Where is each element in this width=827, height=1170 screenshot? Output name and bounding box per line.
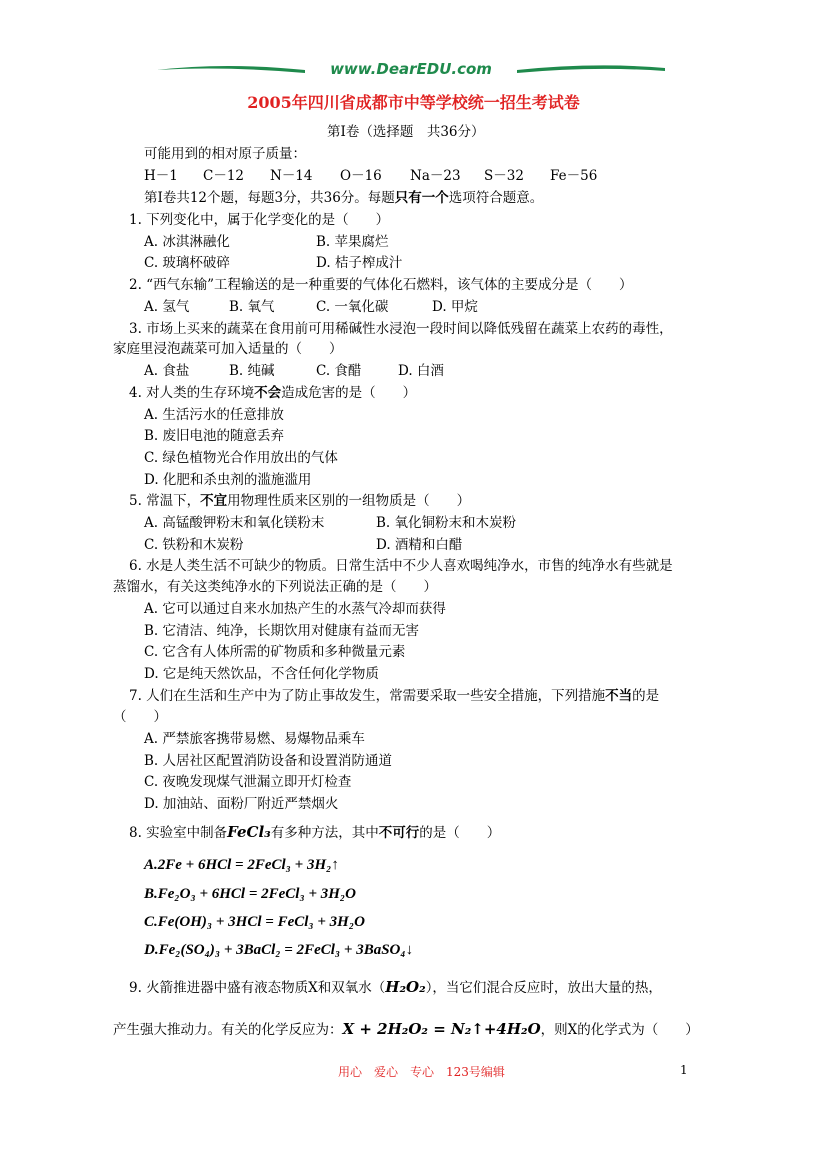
question-stem: 家庭里浸泡蔬菜可加入适量的（ ） — [113, 341, 343, 357]
option: C. 绿色植物光合作用放出的气体 — [144, 450, 338, 466]
option-equation: B.Fe₂O₃ + 6HCl = 2FeCl₃ + 3H₂O — [144, 886, 356, 902]
instructions-text: 选项符合题意。 — [448, 190, 544, 206]
stem-text: ），当它们混合反应时，放出大量的热， — [425, 980, 662, 996]
question-stem — [129, 384, 416, 402]
question-stem: 2. “西气东输”工程输送的是一种重要的气体化石燃料，该气体的主要成分是（ ） — [129, 277, 633, 293]
option: D. 桔子榨成汁 — [316, 255, 403, 271]
stem-emphasis: 不会 — [254, 385, 282, 401]
stem-text: 8. 实验室中制备 — [129, 825, 228, 841]
stem-formula: H₂O₂ — [385, 978, 426, 996]
instructions — [144, 189, 543, 207]
atomic-mass: C－12 — [203, 168, 245, 184]
option: C. 食醋 — [316, 363, 362, 379]
page-number: 1 — [680, 1063, 688, 1077]
option: C. 夜晚发现煤气泄漏立即开灯检查 — [144, 774, 352, 790]
option: B. 废旧电池的随意丢弃 — [144, 428, 285, 444]
option: D. 加油站、面粉厂附近严禁烟火 — [144, 796, 339, 812]
question-stem — [129, 978, 662, 997]
atomic-mass-intro: 可能用到的相对原子质量： — [144, 146, 306, 162]
option: B. 苹果腐烂 — [316, 234, 389, 250]
question-stem: 1. 下列变化中，属于化学变化的是（ ） — [129, 212, 390, 228]
atomic-mass: S－32 — [484, 168, 524, 184]
section-heading: 第Ⅰ卷（选择题 共36分） — [327, 124, 485, 140]
question-stem: 3. 市场上买来的蔬菜在食用前可用稀碱性水浸泡一段时间以降低残留在蔬菜上农药的毒性， — [129, 321, 673, 337]
option: B. 纯碱 — [229, 363, 275, 379]
option: C. 玻璃杯破碎 — [144, 255, 230, 271]
stem-text: 的是（ ） — [419, 825, 501, 841]
stem-formula: FeCl₃ — [227, 823, 271, 841]
stem-text: 产生强大推动力。有关的化学反应为： — [113, 1022, 343, 1038]
question-stem — [129, 492, 470, 510]
question-stem: （ ） — [113, 709, 167, 725]
option: A. 冰淇淋融化 — [144, 234, 230, 250]
option: D. 化肥和杀虫剂的滥施滥用 — [144, 472, 312, 488]
option-equation: D.Fe₂(SO₄)₃ + 3BaCl₂ = 2FeCl₃ + 3BaSO₄↓ — [144, 942, 414, 958]
stem-text: 有多种方法，其中 — [270, 825, 379, 841]
option: A. 生活污水的任意排放 — [144, 407, 284, 423]
question-stem: 6. 水是人类生活不可缺少的物质。日常生活中不少人喜欢喝纯净水，市售的纯净水有些就是 — [129, 558, 673, 574]
footer-text: 用心 爱心 专心 123号编辑 — [338, 1065, 505, 1079]
atomic-mass: Na－23 — [410, 168, 461, 184]
stem-emphasis: 不当 — [605, 688, 633, 704]
option: A. 食盐 — [144, 363, 190, 379]
option: D. 白酒 — [398, 363, 444, 379]
option: C. 它含有人体所需的矿物质和多种微量元素 — [144, 644, 406, 660]
option: B. 氧气 — [229, 299, 275, 315]
option: B. 它清洁、纯净，长期饮用对健康有益而无害 — [144, 623, 420, 639]
question-stem — [129, 823, 500, 842]
option: D. 甲烷 — [432, 299, 478, 315]
stem-text: 9. 火箭推进器中盛有液态物质X和双氧水（ — [129, 980, 386, 996]
option: C. 铁粉和木炭粉 — [144, 537, 244, 553]
atomic-mass: H－1 — [144, 168, 178, 184]
site-url: www.DearEDU.com — [330, 60, 492, 78]
atomic-mass: Fe－56 — [550, 168, 598, 184]
stem-text: 7. 人们在生活和生产中为了防止事故发生，常需要采取一些安全措施，下列措施 — [129, 688, 606, 704]
option: B. 人居社区配置消防设备和设置消防通道 — [144, 753, 393, 769]
question-stem — [113, 1020, 699, 1039]
stem-emphasis: 不宜 — [200, 493, 228, 509]
option: D. 酒精和白醋 — [376, 537, 463, 553]
stem-text: 造成危害的是（ ） — [281, 385, 417, 401]
atomic-mass: N－14 — [270, 168, 313, 184]
option: A. 氢气 — [144, 299, 190, 315]
option-equation: A.2Fe + 6HCl = 2FeCl₃ + 3H₂↑ — [144, 857, 339, 873]
stem-equation: X + 2H₂O₂ = N₂↑+4H₂O — [342, 1020, 541, 1038]
option-equation: C.Fe(OH)₃ + 3HCl = FeCl₃ + 3H₂O — [144, 914, 365, 930]
stem-text: 4. 对人类的生存环境 — [129, 385, 255, 401]
stem-text: 的是 — [632, 688, 660, 704]
option: A. 高锰酸钾粉末和氧化镁粉末 — [144, 515, 325, 531]
question-stem: 蒸馏水，有关这类纯净水的下列说法正确的是（ ） — [113, 579, 437, 595]
stem-text: 用物理性质来区别的一组物质是（ ） — [227, 493, 471, 509]
option: C. 一氧化碳 — [316, 299, 389, 315]
exam-title: 2005年四川省成都市中等学校统一招生考试卷 — [247, 93, 580, 112]
instructions-emphasis: 只有一个 — [394, 190, 449, 206]
stem-emphasis: 不可行 — [378, 825, 420, 841]
option: B. 氧化铜粉末和木炭粉 — [376, 515, 517, 531]
stem-text: ，则X的化学式为（ ） — [540, 1022, 699, 1038]
option: D. 它是纯天然饮品，不含任何化学物质 — [144, 666, 379, 682]
option: A. 它可以通过自来水加热产生的水蒸气冷却而获得 — [144, 601, 446, 617]
atomic-mass: O－16 — [340, 168, 382, 184]
stem-text: 5. 常温下， — [129, 493, 201, 509]
question-stem — [129, 687, 659, 705]
instructions-text: 第Ⅰ卷共12个题，每题3分，共36分。每题 — [144, 190, 395, 206]
site-header — [155, 58, 667, 84]
option: A. 严禁旅客携带易燃、易爆物品乘车 — [144, 731, 365, 747]
